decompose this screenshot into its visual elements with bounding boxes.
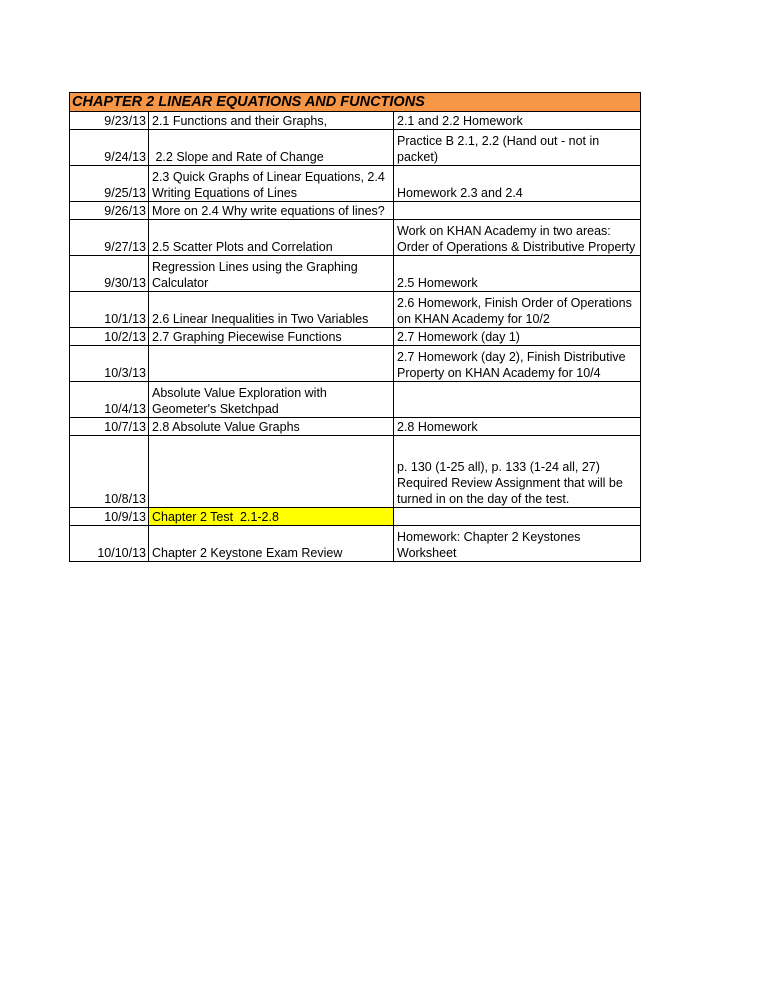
topic-cell: More on 2.4 Why write equations of lines? bbox=[149, 202, 394, 220]
homework-cell: 2.5 Homework bbox=[394, 256, 641, 292]
topic-cell: 2.6 Linear Inequalities in Two Variables bbox=[149, 292, 394, 328]
topic-cell: 2.1 Functions and their Graphs, bbox=[149, 112, 394, 130]
homework-cell: 2.7 Homework (day 2), Finish Distributive Property on KHAN Academy for 10/4 bbox=[394, 346, 641, 382]
date-cell: 9/23/13 bbox=[70, 112, 149, 130]
date-cell: 9/30/13 bbox=[70, 256, 149, 292]
table-row bbox=[70, 436, 641, 508]
date-cell: 10/10/13 bbox=[70, 526, 149, 562]
date-cell: 10/1/13 bbox=[70, 292, 149, 328]
date-cell: 9/27/13 bbox=[70, 220, 149, 256]
homework-cell: Practice B 2.1, 2.2 (Hand out - not in packet) bbox=[394, 130, 641, 166]
date-cell: 9/26/13 bbox=[70, 202, 149, 220]
chapter-title: CHAPTER 2 LINEAR EQUATIONS AND FUNCTIONS bbox=[70, 93, 641, 112]
chapter-schedule-table bbox=[69, 92, 641, 562]
table-row bbox=[70, 418, 641, 436]
test-topic-cell: Chapter 2 Test 2.1-2.8 bbox=[149, 508, 394, 526]
homework-cell bbox=[394, 508, 641, 526]
date-cell: 9/24/13 bbox=[70, 130, 149, 166]
date-cell: 10/9/13 bbox=[70, 508, 149, 526]
table-row bbox=[70, 328, 641, 346]
date-cell: 9/25/13 bbox=[70, 166, 149, 202]
table-row bbox=[70, 292, 641, 328]
topic-cell: 2.5 Scatter Plots and Correlation bbox=[149, 220, 394, 256]
topic-cell bbox=[149, 346, 394, 382]
date-cell: 10/7/13 bbox=[70, 418, 149, 436]
homework-cell: Work on KHAN Academy in two areas: Order of Operations & Distributive Property bbox=[394, 220, 641, 256]
date-cell: 10/4/13 bbox=[70, 382, 149, 418]
homework-cell: p. 130 (1-25 all), p. 133 (1-24 all, 27) Required Review Assignment that will be turned in on the day of the test. bbox=[394, 436, 641, 508]
homework-cell bbox=[394, 382, 641, 418]
date-cell: 10/8/13 bbox=[70, 436, 149, 508]
homework-cell: Homework 2.3 and 2.4 bbox=[394, 166, 641, 202]
topic-cell: 2.3 Quick Graphs of Linear Equations, 2.4 Writing Equations of Lines bbox=[149, 166, 394, 202]
topic-cell: Chapter 2 Keystone Exam Review bbox=[149, 526, 394, 562]
table-row bbox=[70, 508, 641, 526]
topic-cell: Absolute Value Exploration with Geometer's Sketchpad bbox=[149, 382, 394, 418]
table-row bbox=[70, 166, 641, 202]
date-cell: 10/3/13 bbox=[70, 346, 149, 382]
homework-cell: 2.1 and 2.2 Homework bbox=[394, 112, 641, 130]
table-row bbox=[70, 346, 641, 382]
date-cell: 10/2/13 bbox=[70, 328, 149, 346]
table-row bbox=[70, 130, 641, 166]
homework-cell: 2.6 Homework, Finish Order of Operations on KHAN Academy for 10/2 bbox=[394, 292, 641, 328]
table-row bbox=[70, 256, 641, 292]
table-row bbox=[70, 382, 641, 418]
homework-cell: 2.8 Homework bbox=[394, 418, 641, 436]
topic-cell: 2.8 Absolute Value Graphs bbox=[149, 418, 394, 436]
homework-cell bbox=[394, 202, 641, 220]
header-row bbox=[70, 93, 641, 112]
table-row bbox=[70, 112, 641, 130]
homework-cell: Homework: Chapter 2 Keystones Worksheet bbox=[394, 526, 641, 562]
topic-cell bbox=[149, 436, 394, 508]
topic-cell: 2.2 Slope and Rate of Change bbox=[149, 130, 394, 166]
topic-cell: 2.7 Graphing Piecewise Functions bbox=[149, 328, 394, 346]
table-row bbox=[70, 202, 641, 220]
homework-cell: 2.7 Homework (day 1) bbox=[394, 328, 641, 346]
topic-cell: Regression Lines using the Graphing Calculator bbox=[149, 256, 394, 292]
table-row bbox=[70, 526, 641, 562]
table-row bbox=[70, 220, 641, 256]
